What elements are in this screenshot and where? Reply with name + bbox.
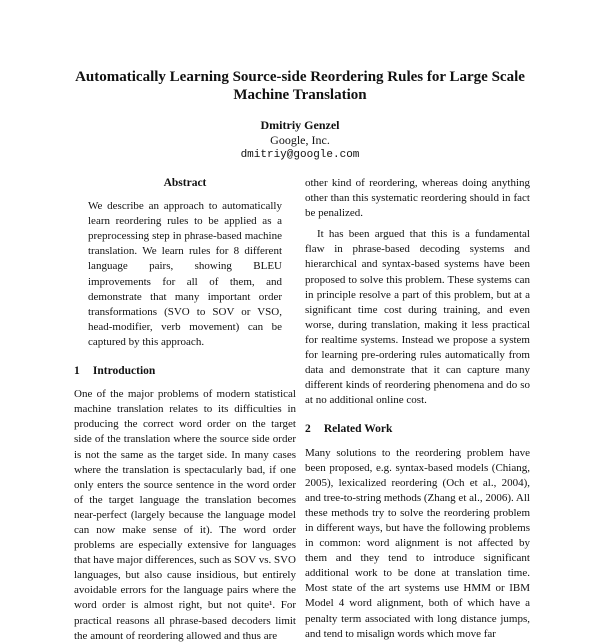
paper-title: Automatically Learning Source-side Reordering Rules for Large Scale Machine Translation (75, 69, 525, 103)
section-number: 1 (74, 365, 80, 378)
section-title: Related Work (323, 423, 393, 436)
abstract-heading: Abstract (163, 177, 207, 189)
right-column (305, 176, 530, 642)
intro-paragraph: One of the major problems of modern statistical machine translation relates to its difficulties in producing the correct word order on the target side of the translation where the source side order is not the same as the target side. In many cases where the translation is spectacularly bad, if one only enters the source sentence in the word order of the target language the translation becomes near-perfect (largely because the language model can now make sense of it). The word order problems are especially extensive for languages that have major differences, such as SOV vs. SVO languages, but also cause insidious, but entirely avoidable errors for the language pairs where the word order is almost right, but not quite¹. For practical reasons all phrase-based decoders limit the amount of reordering allowed and thus are (74, 388, 296, 642)
related-work-paragraph: Many solutions to the reordering problem have been proposed, e.g. syntax-based models (Chiang, 2005), lexicalized reordering (Och et al., 2004), and tree-to-string methods (Zhang et al., 2006). All these methods try to solve the reordering problem in different ways, but have the following problems in common: word alignment is not affected by them and they tend to introduce significant additional work to be done at translation time. Most state of the art systems use HMM or IBM Model 4 word alignment, both of which have a penalty term associated with long distance jumps, and tend to misalign words which move far (305, 446, 530, 640)
section-number: 2 (305, 423, 311, 436)
body-paragraph: It has been argued that this is a fundamental flaw in phrase-based decoding systems and hierarchical and syntax-based systems have been proposed to solve this problem. These systems can in principle resolve a part of this problem, but at a significant time cost during training, and even worse, during translation, making it less practical for realtime systems. Instead we propose a system for learning pre-ordering rules automatically from data and demonstrate that it can capture many different kinds of reordering phenomena and do so at no additional online cost. (305, 228, 530, 407)
section-heading-related-work (305, 422, 530, 437)
section-title: Introduction (92, 365, 156, 378)
author-email: dmitriy@google.com (240, 149, 360, 161)
section-heading-introduction (74, 364, 296, 379)
author-affiliation: Google, Inc. (270, 133, 330, 147)
continued-paragraph: other kind of reordering, whereas doing anything other than this systematic reordering should in fact be penalized. (305, 177, 530, 220)
left-column (74, 176, 296, 644)
abstract-text: We describe an approach to automatically learn reordering rules to be applied as a preprocessing step in phrase-based machine translation. We learn rules for 8 different language pairs, showing BLEU improvements for all of them, and demonstrate that many important order transformations (SVO to SOV or VSO, head-modifier, verb movement) can be captured by this approach. (88, 200, 282, 348)
author-name: Dmitriy Genzel (260, 118, 340, 132)
author-block (200, 118, 400, 163)
